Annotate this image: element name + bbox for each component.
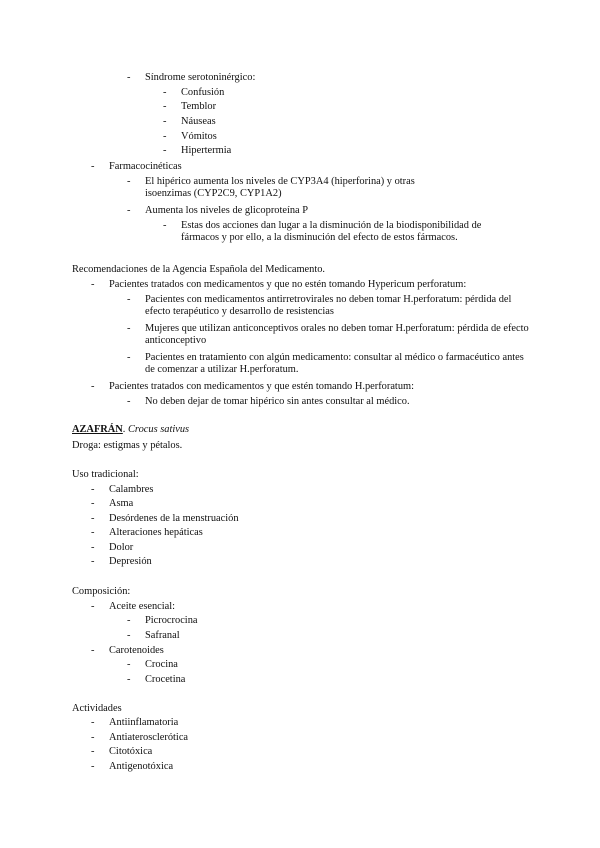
list-item: Crocetina bbox=[145, 674, 186, 685]
traditional-use-heading: Uso tradicional: bbox=[72, 469, 139, 480]
bullet-dash: - bbox=[127, 352, 131, 363]
list-item: Antiinflamatoria bbox=[109, 717, 179, 728]
list-item: Picrocrocina bbox=[145, 615, 198, 626]
list-item: Dolor bbox=[109, 542, 134, 553]
bullet-dash: - bbox=[91, 601, 95, 612]
bullet-dash: - bbox=[163, 145, 167, 156]
bullet-dash: - bbox=[163, 116, 167, 127]
composition-heading: Composición: bbox=[72, 586, 131, 597]
list-item: Depresión bbox=[109, 556, 152, 567]
list-item: Pacientes en tratamiento con algún medicamento: consultar al médico o farmacéutico antes de comenzar a utilizar H.perforatum. bbox=[145, 352, 524, 375]
list-item: Alteraciones hepáticas bbox=[109, 527, 203, 538]
list-item: Calambres bbox=[109, 484, 154, 495]
activities-heading: Actividades bbox=[72, 703, 122, 714]
bullet-dash: - bbox=[91, 761, 95, 772]
bullet-dash: - bbox=[91, 513, 95, 524]
latin-name: Crocus sativus bbox=[128, 424, 190, 435]
list-item: Temblor bbox=[181, 101, 217, 112]
bullet-dash: - bbox=[91, 498, 95, 509]
list-item: Safranal bbox=[145, 630, 180, 641]
bullet-dash: - bbox=[127, 323, 131, 334]
drug-description: Droga: estigmas y pétalos. bbox=[72, 440, 183, 451]
title-separator: . bbox=[122, 424, 128, 435]
pharmacokinetic-label: Farmacocinéticas bbox=[109, 161, 182, 172]
bullet-dash: - bbox=[91, 381, 95, 392]
recommendations-heading: Recomendaciones de la Agencia Española del Medicamento. bbox=[72, 264, 326, 275]
bullet-dash: - bbox=[127, 294, 131, 305]
bullet-dash: - bbox=[163, 87, 167, 98]
list-item: Pacientes con medicamentos antirretrovirales no deben tomar H.perforatum: pérdida del efecto terapéutico y desarrollo de resistencias bbox=[145, 294, 512, 317]
bullet-dash: - bbox=[127, 176, 131, 187]
bullet-dash: - bbox=[91, 746, 95, 757]
serotonin-syndrome-label: Síndrome serotoninérgico: bbox=[145, 72, 256, 83]
composition-group-label: Aceite esencial: bbox=[109, 601, 176, 612]
bullet-dash: - bbox=[127, 630, 131, 641]
list-item: Mujeres que utilizan anticonceptivos orales no deben tomar H.perforatum: pérdida de efecto anticonceptivo bbox=[145, 323, 529, 346]
recommendation-group-label: Pacientes tratados con medicamentos y que estén tomando H.perforatum: bbox=[109, 381, 414, 392]
list-item: Antiaterosclerótica bbox=[109, 732, 189, 743]
bullet-dash: - bbox=[91, 732, 95, 743]
bullet-dash: - bbox=[91, 556, 95, 567]
bullet-dash: - bbox=[91, 279, 95, 290]
bullet-dash: - bbox=[91, 542, 95, 553]
list-item: El hipérico aumenta los niveles de CYP3A4 (hiperforina) y otras isoenzimas (CYP2C9, CYP1A2) bbox=[145, 176, 415, 199]
list-item: Antigenotóxica bbox=[109, 761, 174, 772]
list-item: Asma bbox=[109, 498, 134, 509]
bullet-dash: - bbox=[91, 484, 95, 495]
bullet-dash: - bbox=[91, 717, 95, 728]
list-item: Hipertermia bbox=[181, 145, 232, 156]
bullet-dash: - bbox=[127, 659, 131, 670]
list-item: Estas dos acciones dan lugar a la disminución de la biodisponibilidad de fármacos y por ello, a la disminución del efecto de estos fármacos. bbox=[181, 220, 482, 243]
bullet-dash: - bbox=[127, 615, 131, 626]
composition-group-label: Carotenoides bbox=[109, 645, 164, 656]
list-item: Náuseas bbox=[181, 116, 216, 127]
list-item: Vómitos bbox=[181, 131, 217, 142]
bullet-dash: - bbox=[127, 674, 131, 685]
bullet-dash: - bbox=[163, 220, 167, 231]
list-item: Confusión bbox=[181, 87, 225, 98]
list-item: Aumenta los niveles de glicoproteína P bbox=[145, 205, 309, 216]
list-item: Citotóxica bbox=[109, 746, 153, 757]
bullet-dash: - bbox=[91, 527, 95, 538]
list-item: No deben dejar de tomar hipérico sin antes consultar al médico. bbox=[145, 396, 410, 407]
bullet-dash: - bbox=[163, 131, 167, 142]
bullet-dash: - bbox=[127, 205, 131, 216]
bullet-dash: - bbox=[127, 396, 131, 407]
bullet-dash: - bbox=[91, 645, 95, 656]
bullet-dash: - bbox=[163, 101, 167, 112]
list-item: Desórdenes de la menstruación bbox=[109, 513, 239, 524]
list-item: Crocina bbox=[145, 659, 178, 670]
section-title: AZAFRÁN bbox=[72, 424, 123, 435]
recommendation-group-label: Pacientes tratados con medicamentos y que no estén tomando Hypericum perforatum: bbox=[109, 279, 467, 290]
azafran-title-line bbox=[72, 424, 189, 436]
bullet-dash: - bbox=[91, 161, 95, 172]
bullet-dash: - bbox=[127, 72, 131, 83]
